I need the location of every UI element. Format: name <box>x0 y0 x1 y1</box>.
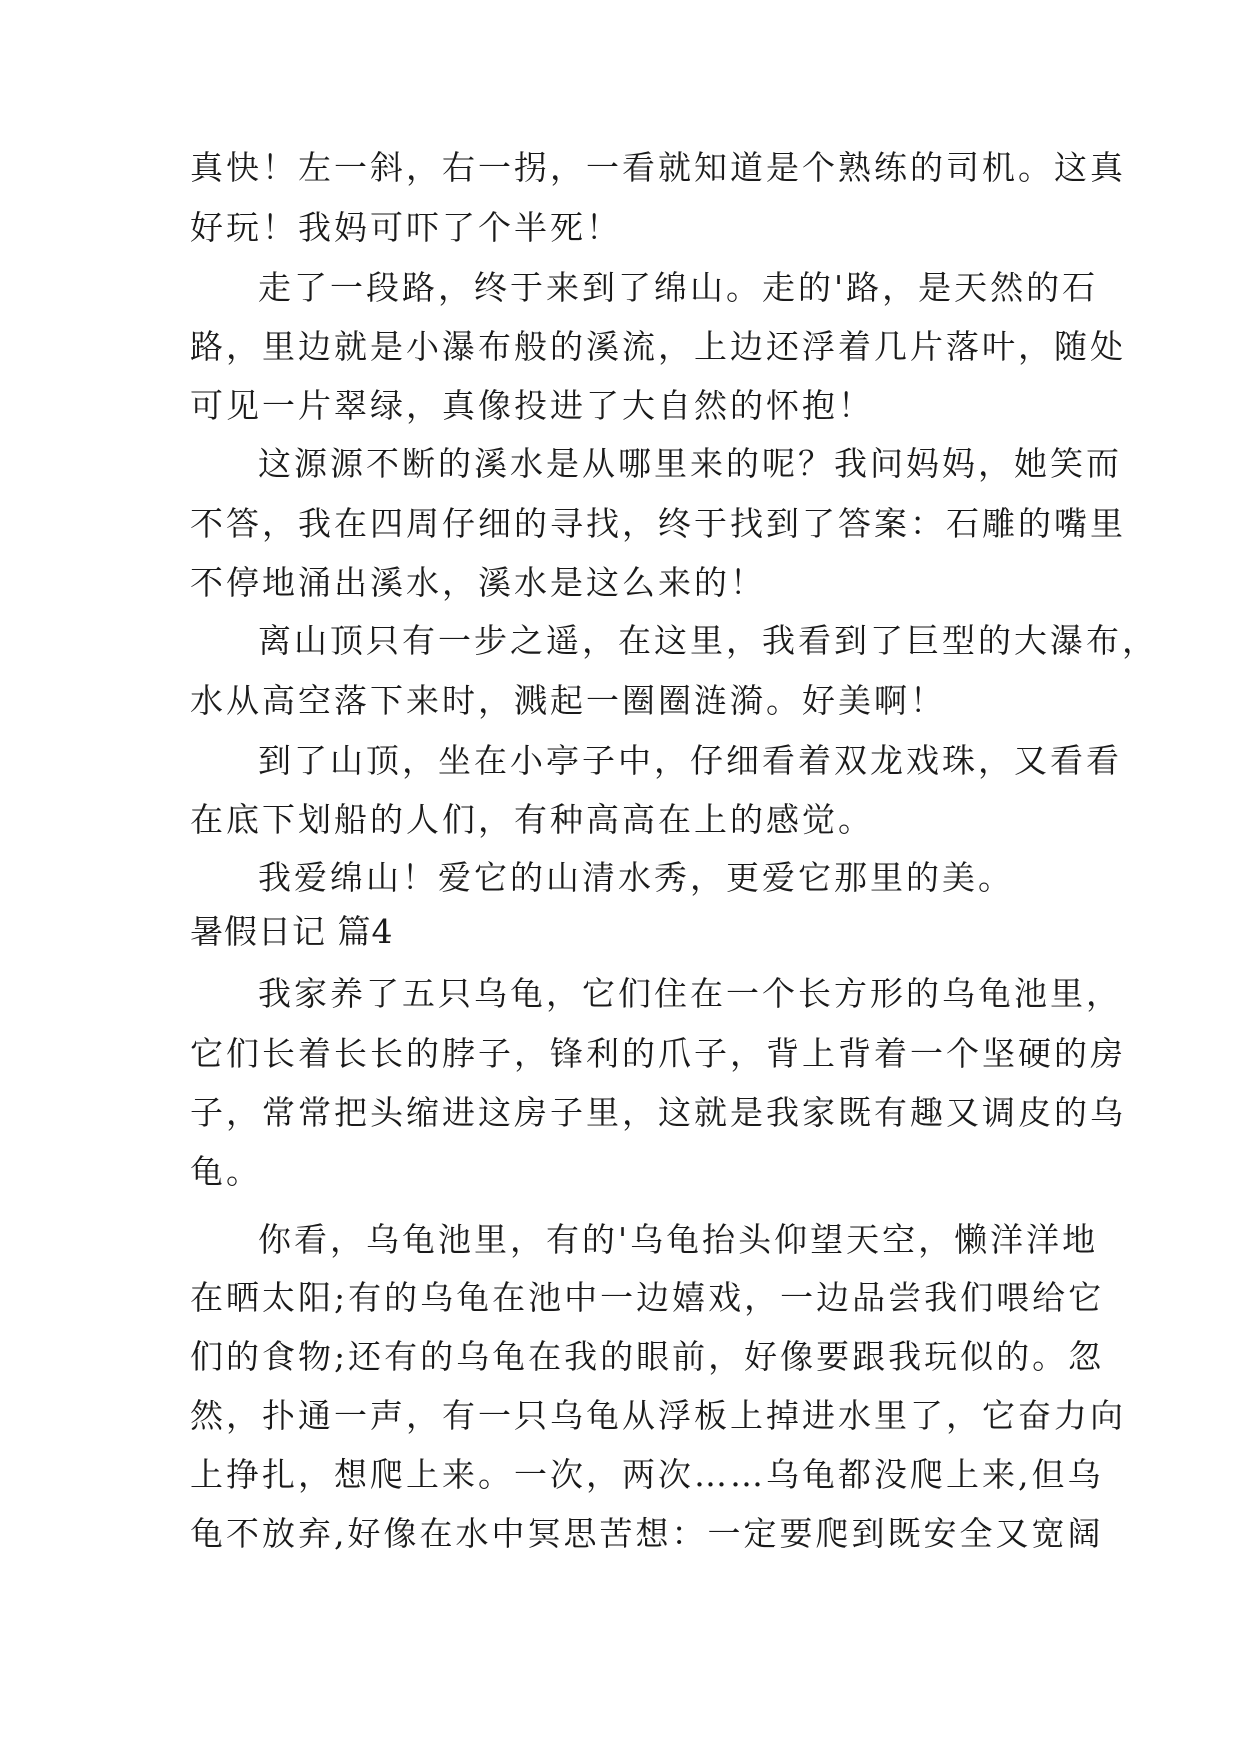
text-line: 不答，我在四周仔细的寻找，终于找到了答案：石雕的嘴里 <box>190 504 1126 543</box>
text-line: 上挣扎，想爬上来。一次，两次……乌龟都没爬上来,但乌 <box>190 1455 1104 1494</box>
text-line: 好玩！我妈可吓了个半死！ <box>190 208 622 247</box>
paragraph-start: 我家养了五只乌龟，它们住在一个长方形的乌龟池里， <box>258 974 1122 1013</box>
paragraph-start: 这源源不断的溪水是从哪里来的呢？我问妈妈，她笑而 <box>258 444 1122 483</box>
text-line: 水从高空落下来时，溅起一圈圈涟漪。好美啊！ <box>190 681 946 720</box>
text-line: 子，常常把头缩进这房子里，这就是我家既有趣又调皮的乌 <box>190 1093 1126 1132</box>
text-line: 不停地涌出溪水，溪水是这么来的！ <box>190 563 766 602</box>
text-line: 龟。 <box>190 1152 262 1191</box>
paragraph-start: 我爱绵山！爱它的山清水秀，更爱它那里的美。 <box>258 858 1014 897</box>
paragraph-start: 走了一段路，终于来到了绵山。走的'路，是天然的石 <box>258 268 1099 307</box>
text-line: 然，扑通一声，有一只乌龟从浮板上掉进水里了，它奋力向 <box>190 1396 1126 1435</box>
paragraph-start: 离山顶只有一步之遥，在这里，我看到了巨型的大瀑布， <box>258 621 1158 660</box>
text-line: 们的食物;还有的乌龟在我的眼前，好像要跟我玩似的。忽 <box>190 1337 1105 1376</box>
text-line: 龟不放弃,好像在水中冥思苦想：一定要爬到既安全又宽阔 <box>190 1514 1104 1553</box>
text-line: 可见一片翠绿，真像投进了大自然的怀抱！ <box>190 386 874 425</box>
paragraph-start: 到了山顶，坐在小亭子中，仔细看着双龙戏珠，又看看 <box>258 741 1122 780</box>
text-line: 真快！左一斜，右一拐，一看就知道是个熟练的司机。这真 <box>190 148 1126 187</box>
paragraph-start: 你看，乌龟池里，有的'乌龟抬头仰望天空，懒洋洋地 <box>258 1220 1099 1259</box>
text-line: 路，里边就是小瀑布般的溪流，上边还浮着几片落叶，随处 <box>190 327 1126 366</box>
text-line: 在晒太阳;有的乌龟在池中一边嬉戏，一边品尝我们喂给它 <box>190 1278 1105 1317</box>
text-line: 在底下划船的人们，有种高高在上的感觉。 <box>190 800 874 839</box>
text-line: 它们长着长长的脖子，锋利的爪子，背上背着一个坚硬的房 <box>190 1034 1126 1073</box>
section-heading: 暑假日记 篇4 <box>190 912 394 951</box>
